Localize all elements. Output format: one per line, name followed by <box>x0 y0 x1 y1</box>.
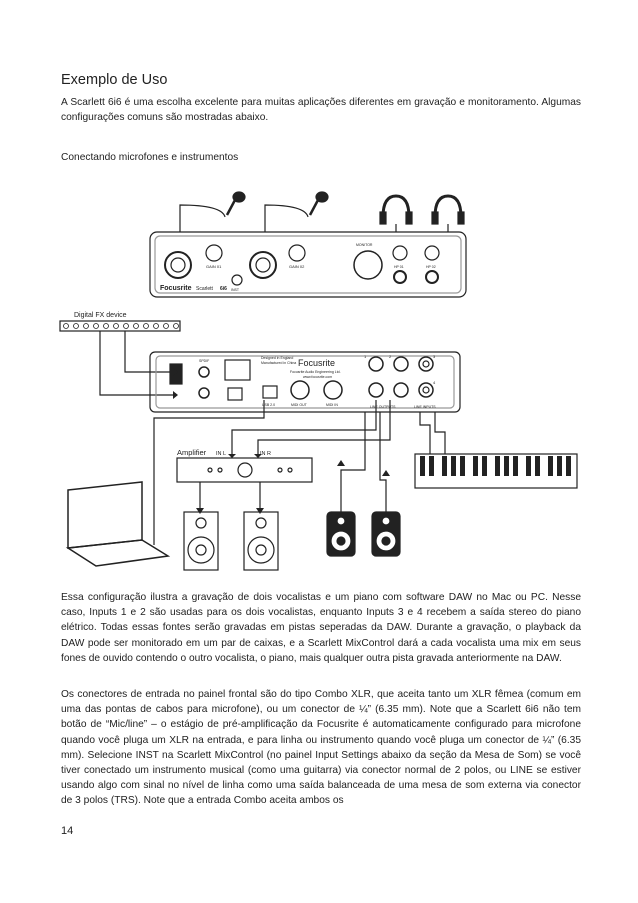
speaker-icon <box>372 512 400 556</box>
monitor-label: MONITOR <box>356 243 373 247</box>
subsection-title: Conectando microfones e instrumentos <box>61 152 239 163</box>
gain-01-label: GAIN 01 <box>206 264 222 269</box>
midi-out-label: MIDI OUT <box>291 403 307 407</box>
gain-02-label: GAIN 02 <box>289 264 305 269</box>
line-inputs-label: LINE INPUTS <box>414 405 436 409</box>
rear-brand: Focusrite <box>298 358 336 368</box>
midi-in-label: MIDI IN <box>326 403 338 407</box>
output-1-label: 1 <box>364 354 367 359</box>
keyboard-keys <box>420 456 571 476</box>
amp-in-r-label: IN R <box>260 451 271 457</box>
output-2-label: 2 <box>389 354 392 359</box>
designed-label: Designed in England <box>261 356 294 360</box>
input-3-label: 3 <box>433 354 436 359</box>
intro-paragraph: A Scarlett 6i6 é uma escolha excelente para muitas aplicações diferentes em gravação e monitoramento. Algumas configurações comuns são mostradas abaixo. <box>61 97 581 124</box>
description-paragraph: Essa configuração ilustra a gravação de dois vocalistas e um piano com software DAW no Mac ou PC. Nesse caso, Inputs 1 e 2 são usadas para os dois vocalistas, enquanto Inputs 3 e 4 recebem a saída stereo do piano elétrico. Todas essas fontes serão gravadas em pistas seperadas da DAW. Durante a gravação, o playback da DAW pode ser monitorado em um par de caixas, e a Scarlett MixControl dará a cada vocalista uma mix em seus fones de ouvido contendo o outro vocalista, o piano, mais qualquer outra pista gravada anteriormente na DAW. <box>61 592 581 664</box>
digital-fx-label: Digital FX device <box>74 312 127 319</box>
headphones-icon <box>380 196 412 224</box>
digital-fx-device <box>60 321 180 331</box>
section-title: Exemplo de Uso <box>61 72 168 88</box>
microphone-icon <box>310 192 328 215</box>
inst-label: INST <box>231 288 239 292</box>
speaker-icon <box>184 512 218 570</box>
front-brand: Focusrite <box>160 285 192 292</box>
input-4-label: 4 <box>433 380 436 385</box>
line-outputs-label: LINE OUTPUTS <box>370 405 396 409</box>
spdif-label: SPDIF <box>199 359 210 363</box>
page-number: 14 <box>61 825 74 837</box>
front-model-num: 6i6 <box>220 286 227 292</box>
front-model: Scarlett <box>196 286 213 292</box>
amp-in-l-label: IN L <box>216 451 227 457</box>
hp1-label: HP 01 <box>394 265 404 269</box>
connectors-paragraph: Os conectores de entrada no painel frontal são do tipo Combo XLR, que aceita tanto um XLR fêmea (comum em uma das pontas de cabos para microfone), ou um conector de ¼” (6.35 mm). Note que a Scarlett 6i6 não tem botão de “Mic/line” – o estágio de pré-amplificação da Focusrite é automaticamente configurado para microfone quando você pluga um XLR na entrada, e para linha ou instrumento quando você pluga um conector de ¼” (6.35 mm). Selecione INST na Scarlett MixControl (no painel Input Settings abaixo da seção da Mesa de Som) se você tiver conectado um instrumento musical (como uma guitarra) via conector normal de 2 polos, ou LINE se estiver usando algo com sinal no nível de linha como uma saída balanceada de uma mesa de som externa via conector de 3 polos (TRS). Note que a entrada Combo aceita ambos os <box>61 689 581 807</box>
hp2-label: HP 02 <box>426 265 436 269</box>
laptop-icon <box>68 482 168 566</box>
rear-company: Focusrite Audio Engineering Ltd. <box>290 370 341 374</box>
speaker-icon <box>244 512 278 570</box>
microphone-icon <box>227 192 245 215</box>
amplifier-label: Amplifier <box>177 448 207 457</box>
headphones-icon <box>432 196 464 224</box>
usb-label: USB 2.0 <box>262 403 276 407</box>
rear-web: www.focusrite.com <box>303 375 333 379</box>
made-label: Manufactured in China <box>261 361 297 365</box>
speaker-icon <box>327 512 355 556</box>
